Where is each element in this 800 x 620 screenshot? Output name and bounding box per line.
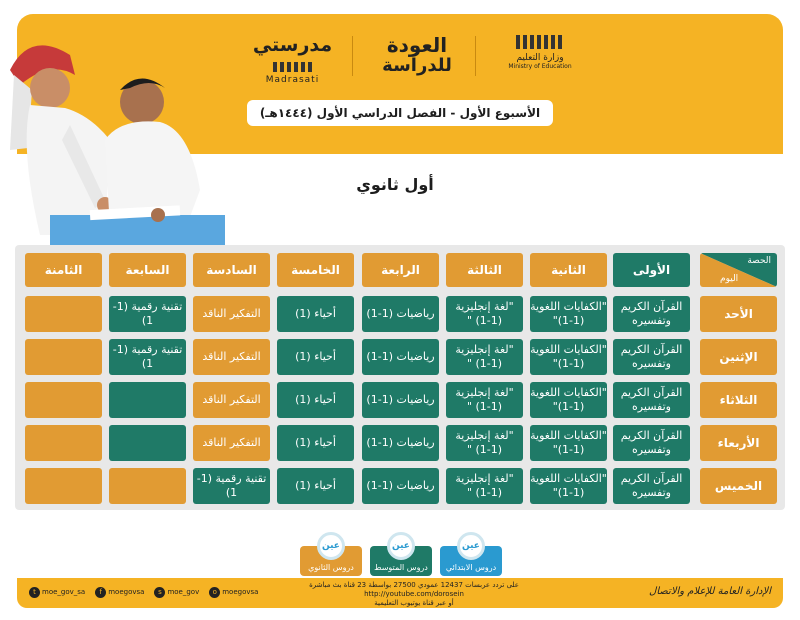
grade-title: أول ثانوي [356, 175, 434, 194]
media-department-signature: الإدارة العامة للإعلام والاتصال [649, 586, 771, 597]
schedule-cell [109, 382, 186, 418]
schedule-cell: "لغة إنجليزية (1-1) " [446, 468, 523, 504]
schedule-cell: "لغة إنجليزية (1-1) " [446, 425, 523, 461]
schedule-cell: أحياء (1) [277, 425, 354, 461]
primary-lessons-badge[interactable] [440, 541, 502, 576]
primary-lessons-label: دروس الابتدائي [445, 563, 497, 572]
globe-icon: o [209, 587, 220, 598]
dots-icon [273, 62, 313, 72]
footer-broadcast-info [299, 581, 529, 608]
day-label: الأحد [700, 296, 777, 332]
period-header: الأولى [613, 253, 690, 287]
twitter-link[interactable]: t moe_gov_sa [29, 587, 85, 598]
day-label: الإثنين [700, 339, 777, 375]
schedule-cell: "لغة إنجليزية (1-1) " [446, 382, 523, 418]
schedule-cell: القرآن الكريم وتفسيره [613, 382, 690, 418]
period-header: الرابعة [362, 253, 439, 287]
schedule-cell: أحياء (1) [277, 339, 354, 375]
madrasati-logo-ar: مدرستي [252, 34, 333, 56]
schedule-cell: "الكفايات اللغوية (1-1)" [530, 339, 607, 375]
back-to-school-logo [372, 34, 462, 84]
back-to-school-line1: العودة [386, 33, 448, 57]
schedule-cell: التفكير الناقد [193, 296, 270, 332]
footer [17, 578, 783, 608]
day-label: الأربعاء [700, 425, 777, 461]
schedule-cell: القرآن الكريم وتفسيره [613, 339, 690, 375]
dribbble-link[interactable]: o moegovsa [209, 587, 258, 598]
madrasati-logo-en: Madrasati [265, 75, 320, 85]
schedule-cell: "الكفايات اللغوية (1-1)" [530, 425, 607, 461]
schedule-cell: القرآن الكريم وتفسيره [613, 468, 690, 504]
schedule-cell: رياضيات (1-1) [362, 425, 439, 461]
facebook-icon: f [95, 587, 106, 598]
twitter-icon: t [29, 587, 40, 598]
day-label: الثلاثاء [700, 382, 777, 418]
period-header: الثانية [530, 253, 607, 287]
divider [475, 36, 476, 76]
schedule-cell: رياضيات (1-1) [362, 339, 439, 375]
facebook-link[interactable]: f moegovsa [95, 587, 144, 598]
ein-logo-icon: عين [317, 532, 345, 560]
period-header: السابعة [109, 253, 186, 287]
schedule-cell: أحياء (1) [277, 382, 354, 418]
back-to-school-line2: للدراسة [382, 55, 452, 76]
schedule-cell [25, 468, 102, 504]
schedule-cell: التفكير الناقد [193, 425, 270, 461]
schedule-cell: "الكفايات اللغوية (1-1)" [530, 382, 607, 418]
schedule-cell [109, 468, 186, 504]
period-header: السادسة [193, 253, 270, 287]
ein-logo-icon: عين [457, 532, 485, 560]
period-day-corner [700, 253, 777, 287]
schedule-cell [25, 382, 102, 418]
schedule-cell [25, 425, 102, 461]
snapchat-link[interactable]: s moe_gov [154, 587, 199, 598]
period-header: الثالثة [446, 253, 523, 287]
period-header: الثامنة [25, 253, 102, 287]
divider [352, 36, 353, 76]
ein-logo-icon: عين [387, 532, 415, 560]
teacher-student-illustration [10, 30, 230, 245]
schedule-cell [109, 425, 186, 461]
moe-name-ar: وزارة التعليم [516, 53, 564, 63]
madrasati-logo [245, 34, 340, 84]
footer-youtube-link[interactable]: http://youtube.com/dorosein [364, 590, 464, 598]
schedule-cell: أحياء (1) [277, 468, 354, 504]
moe-name-en: Ministry of Education [508, 63, 572, 70]
schedule-cell: رياضيات (1-1) [362, 296, 439, 332]
moe-dots-icon [516, 35, 564, 49]
day-label: الخميس [700, 468, 777, 504]
snapchat-icon: s [154, 587, 165, 598]
corner-day-label: اليوم [720, 274, 739, 284]
middle-lessons-badge[interactable] [370, 541, 432, 576]
schedule-cell: التفكير الناقد [193, 382, 270, 418]
schedule-cell: رياضيات (1-1) [362, 382, 439, 418]
footer-line3: أو عبر قناة يوتيوب التعليمية [374, 599, 454, 607]
schedule-cell: تقنية رقمية (1-1) [109, 339, 186, 375]
secondary-lessons-badge[interactable] [300, 541, 362, 576]
social-links [29, 587, 258, 598]
middle-lessons-label: دروس المتوسط [374, 563, 428, 572]
week-label: الأسبوع الأول - الفصل الدراسي الأول (١٤٤٤هـ) [247, 100, 553, 126]
schedule-cell: رياضيات (1-1) [362, 468, 439, 504]
moe-logo [495, 34, 585, 84]
schedule-cell: أحياء (1) [277, 296, 354, 332]
schedule-cell: "الكفايات اللغوية (1-1)" [530, 468, 607, 504]
schedule-cell: تقنية رقمية (1-1) [193, 468, 270, 504]
schedule-cell: تقنية رقمية (1-1) [109, 296, 186, 332]
period-header: الخامسة [277, 253, 354, 287]
footer-line1: على تردد عربسات 12437 عمودي 27500 بواسطة 23 قناة بث مباشرة [309, 581, 519, 589]
schedule-cell: "الكفايات اللغوية (1-1)" [530, 296, 607, 332]
schedule-cell [25, 296, 102, 332]
secondary-lessons-label: دروس الثانوي [308, 563, 354, 572]
schedule-cell: القرآن الكريم وتفسيره [613, 296, 690, 332]
schedule-cell: القرآن الكريم وتفسيره [613, 425, 690, 461]
schedule-cell: التفكير الناقد [193, 339, 270, 375]
corner-period-label: الحصة [747, 256, 771, 266]
schedule-cell: "لغة إنجليزية (1-1) " [446, 339, 523, 375]
schedule-cell: "لغة إنجليزية (1-1) " [446, 296, 523, 332]
schedule-cell [25, 339, 102, 375]
